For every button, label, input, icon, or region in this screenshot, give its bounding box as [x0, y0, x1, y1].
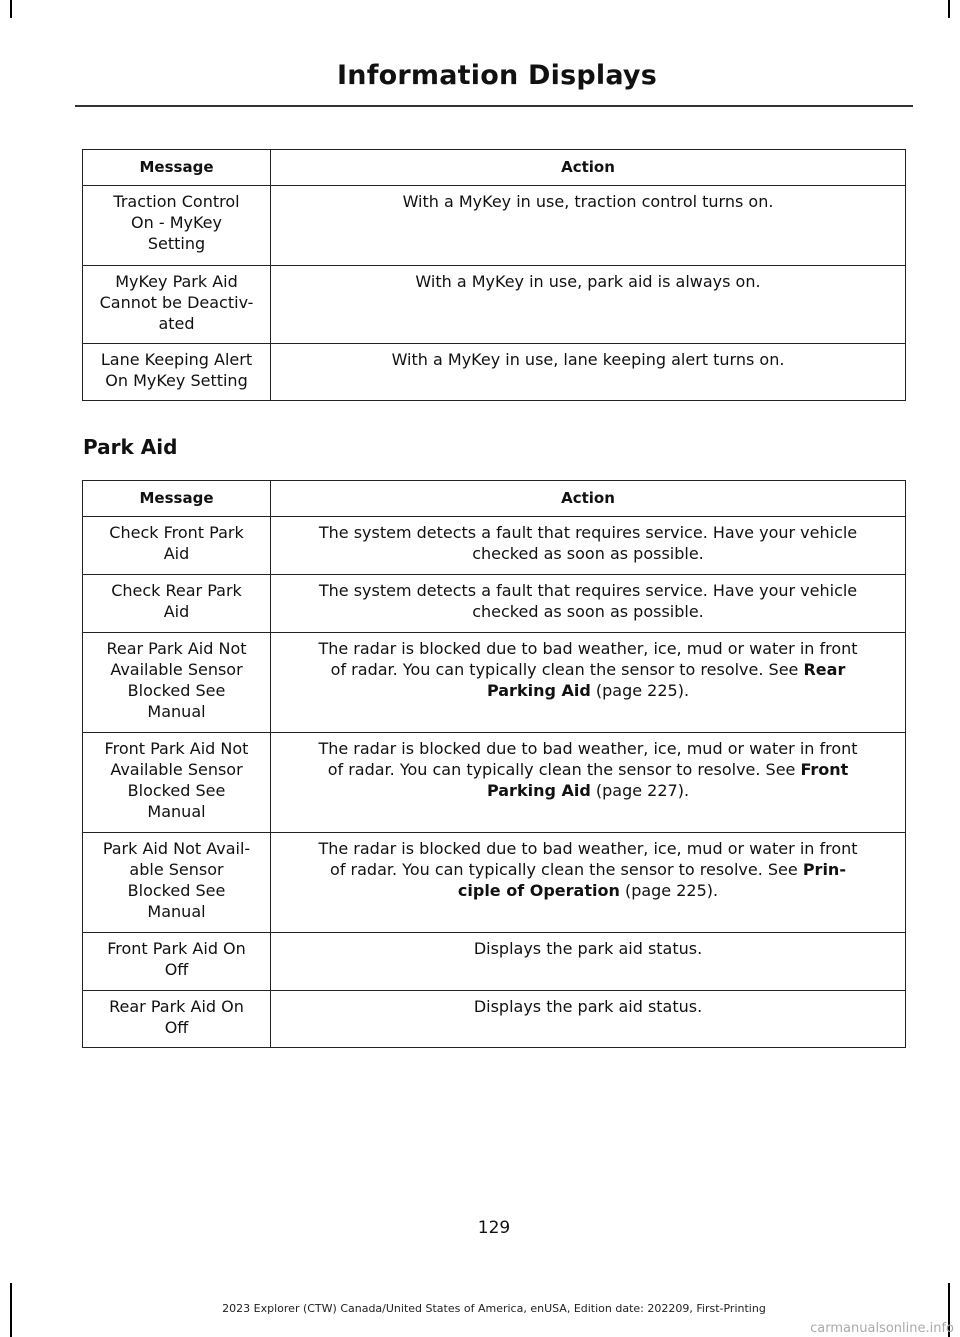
message-cell: Rear Park Aid Not Available Sensor Blocked See Manual: [83, 633, 271, 733]
cross-reference-link[interactable]: Prin- ciple of Operation: [457, 860, 846, 900]
action-text: The radar is blocked due to bad weather, ice, mud or water in front of radar. You can typically clean the sensor to resolve. See: [318, 739, 858, 779]
table-row: [83, 833, 906, 933]
action-cell: [271, 733, 906, 833]
crop-mark-top-right: [948, 0, 950, 18]
action-text: Displays the park aid status.: [473, 997, 703, 1016]
message-cell: Check Front Park Aid: [83, 517, 271, 575]
header-rule: [75, 105, 913, 107]
table-row: [83, 186, 906, 266]
cross-reference-link[interactable]: Rear Parking Aid: [486, 660, 846, 700]
action-cell: With a MyKey in use, park aid is always on.: [271, 266, 906, 344]
table-header-row: [83, 481, 906, 517]
action-cell: [271, 833, 906, 933]
message-cell: Lane Keeping Alert On MyKey Setting: [83, 344, 271, 401]
column-header-message: Message: [83, 481, 271, 517]
table-row: [83, 517, 906, 575]
message-cell: Front Park Aid Not Available Sensor Blocked See Manual: [83, 733, 271, 833]
page-reference: (page 227).: [590, 781, 690, 800]
table-row: [83, 266, 906, 344]
column-header-action: Action: [271, 150, 906, 186]
page-reference: (page 225).: [619, 881, 719, 900]
action-cell: [271, 933, 906, 991]
table-row: [83, 344, 906, 401]
mykey-message-table: [82, 149, 906, 401]
edition-footer: 2023 Explorer (CTW) Canada/United States of America, enUSA, Edition date: 202209, First-Printing: [222, 1302, 766, 1315]
message-cell: Check Rear Park Aid: [83, 575, 271, 633]
action-text: The radar is blocked due to bad weather, ice, mud or water in front of radar. You can typically clean the sensor to resolve. See: [318, 839, 858, 879]
action-cell: [271, 991, 906, 1048]
table-row: [83, 575, 906, 633]
section-heading-park-aid: Park Aid: [83, 435, 178, 459]
column-header-action: Action: [271, 481, 906, 517]
action-cell: [271, 575, 906, 633]
table-row: [83, 991, 906, 1048]
action-text: Displays the park aid status.: [473, 939, 703, 958]
page-title: Information Displays: [337, 60, 657, 91]
message-cell: Front Park Aid On Off: [83, 933, 271, 991]
table-header-row: [83, 150, 906, 186]
page-reference: (page 225).: [590, 681, 690, 700]
action-cell: With a MyKey in use, traction control turns on.: [271, 186, 906, 266]
message-cell: Park Aid Not Avail- able Sensor Blocked See Manual: [83, 833, 271, 933]
message-cell: MyKey Park Aid Cannot be Deactiv- ated: [83, 266, 271, 344]
action-text: The system detects a fault that requires service. Have your vehicle checked as soon as possible.: [318, 523, 858, 563]
table-row: [83, 733, 906, 833]
cross-reference-link[interactable]: Front Parking Aid: [486, 760, 849, 800]
action-cell: With a MyKey in use, lane keeping alert turns on.: [271, 344, 906, 401]
action-text: The system detects a fault that requires service. Have your vehicle checked as soon as possible.: [318, 581, 858, 621]
park-aid-message-table: [82, 480, 906, 1048]
table-row: [83, 633, 906, 733]
message-cell: Rear Park Aid On Off: [83, 991, 271, 1048]
message-cell: Traction Control On - MyKey Setting: [83, 186, 271, 266]
action-text: The radar is blocked due to bad weather, ice, mud or water in front of radar. You can typically clean the sensor to resolve. See: [318, 639, 858, 679]
action-cell: [271, 633, 906, 733]
table-row: [83, 933, 906, 991]
page-number: 129: [477, 1218, 511, 1238]
column-header-message: Message: [83, 150, 271, 186]
watermark: carmanualsonline.info: [810, 1321, 954, 1336]
action-cell: [271, 517, 906, 575]
crop-mark-top-left: [10, 0, 12, 18]
